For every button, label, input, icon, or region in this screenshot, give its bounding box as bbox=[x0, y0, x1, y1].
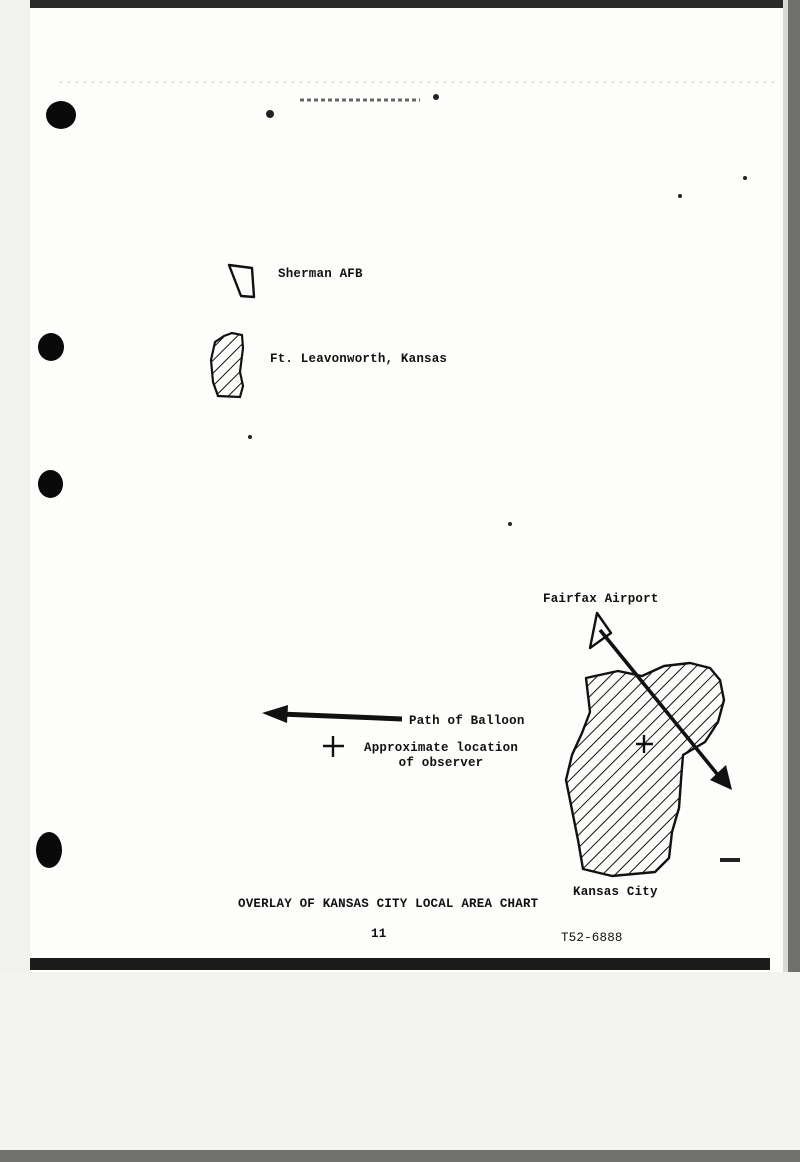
plus-observer-icon bbox=[323, 736, 344, 757]
binder-hole bbox=[38, 470, 63, 498]
document-number: T52-6888 bbox=[561, 931, 623, 945]
ft-leavenworth-hatched-icon bbox=[211, 333, 243, 397]
observer-legend-label bbox=[364, 741, 518, 771]
kansas-city-area bbox=[560, 655, 730, 880]
chart-caption: OVERLAY OF KANSAS CITY LOCAL AREA CHART bbox=[238, 897, 539, 911]
kansas-city-label: Kansas City bbox=[573, 885, 658, 899]
page-number: 11 bbox=[371, 927, 387, 941]
binder-hole bbox=[46, 101, 76, 129]
sherman-afb-outline-icon bbox=[229, 265, 254, 297]
fairfax-airport-label: Fairfax Airport bbox=[543, 592, 659, 606]
observer-label-line1: Approximate location bbox=[364, 741, 519, 755]
balloon-arrow-icon bbox=[262, 705, 402, 723]
path-of-balloon-label: Path of Balloon bbox=[409, 714, 525, 728]
ft-leavenworth-label: Ft. Leavonworth, Kansas bbox=[270, 352, 448, 366]
binder-hole bbox=[38, 333, 64, 361]
sherman-afb-label: Sherman AFB bbox=[278, 267, 363, 281]
binder-hole bbox=[36, 832, 62, 868]
observer-label-line2: of observer bbox=[398, 756, 484, 770]
